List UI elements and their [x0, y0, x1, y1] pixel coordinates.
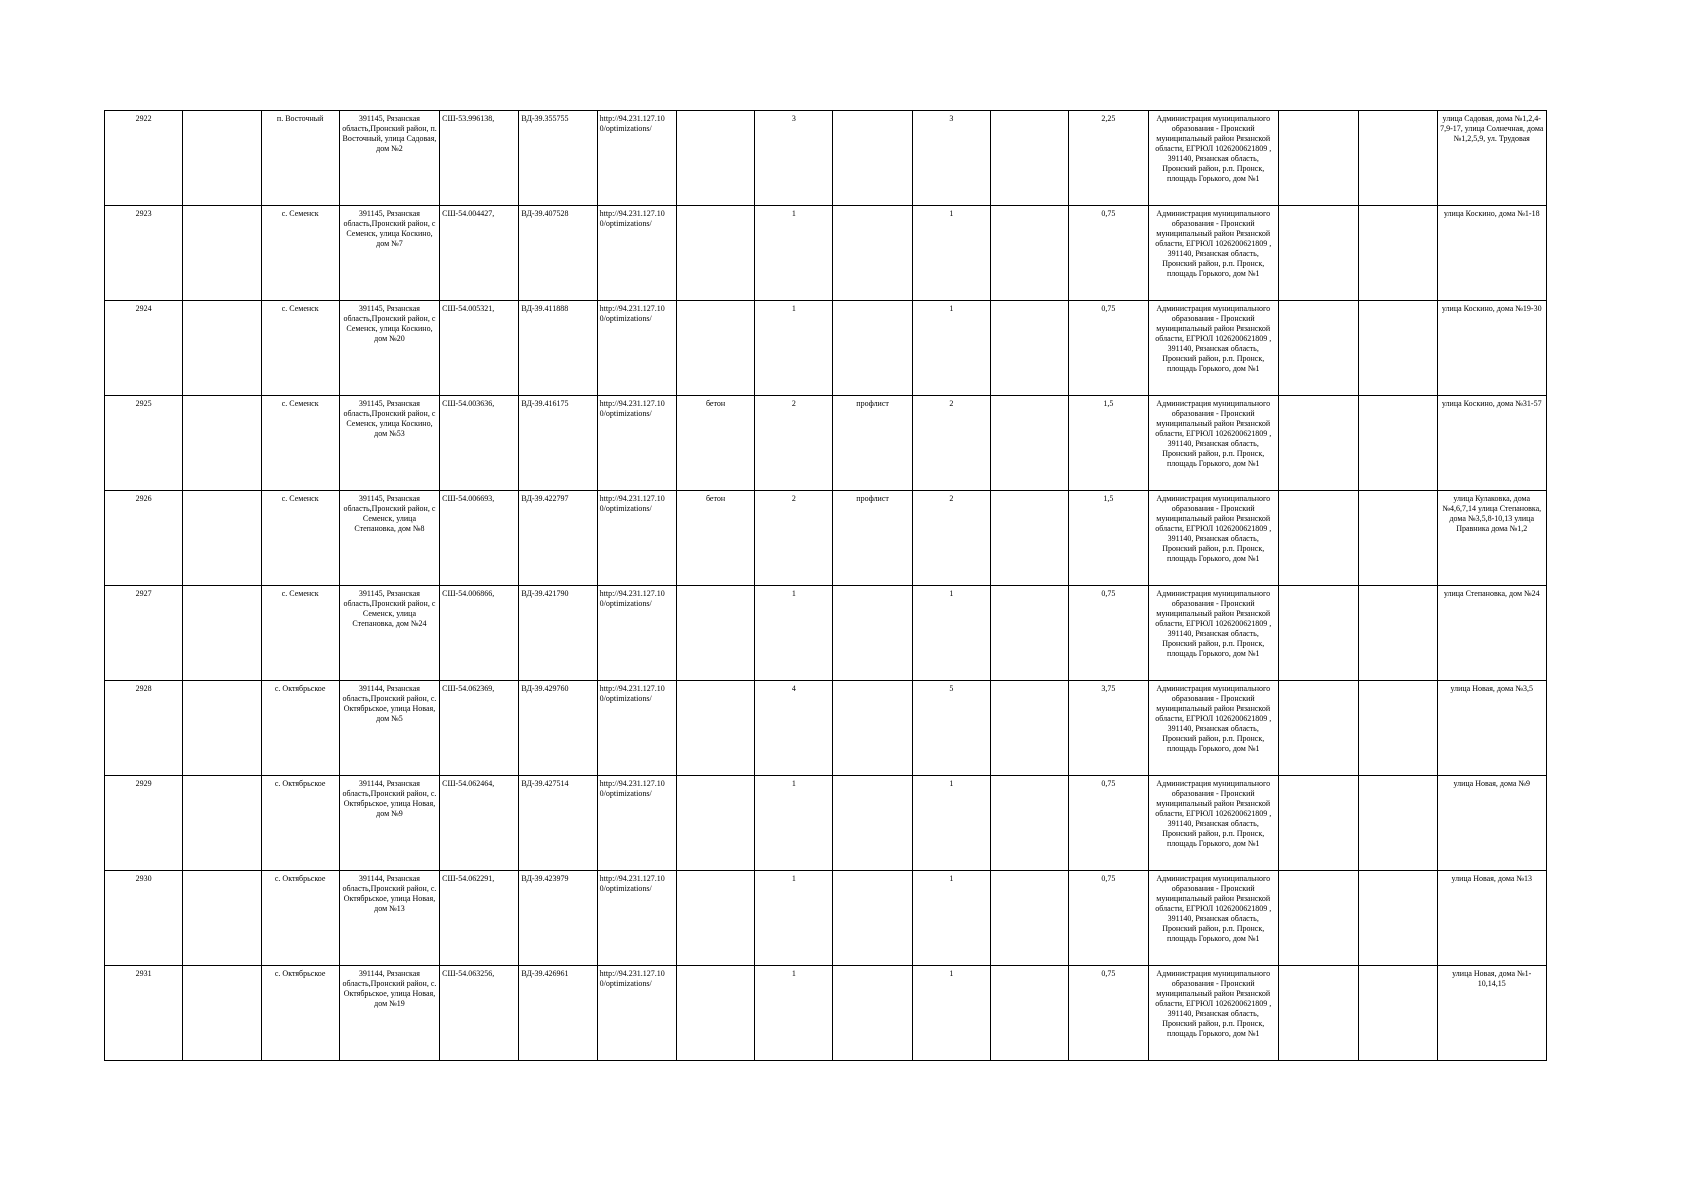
cell-empty: [991, 681, 1069, 776]
cell-url: http://94.231.127.10 0/optimizations/: [597, 776, 676, 871]
cell-containers-count: 1: [755, 871, 833, 966]
cell-volume: 0,75: [1069, 871, 1148, 966]
cell-empty: [991, 966, 1069, 1061]
cell-number: 2930: [105, 871, 183, 966]
cell-volume: 0,75: [1069, 206, 1148, 301]
cell-cover: [676, 111, 754, 206]
cell-empty: [991, 111, 1069, 206]
cell-locality: с. Семенск: [261, 206, 339, 301]
cell-longitude: ВД-39.422797: [519, 491, 597, 586]
cell-locality: с. Семенск: [261, 491, 339, 586]
cell-longitude: ВД-39.416175: [519, 396, 597, 491]
cell-empty: [1278, 871, 1358, 966]
cell-volume: 0,75: [1069, 301, 1148, 396]
cell-cover: бетон: [676, 491, 754, 586]
cell-number: 2923: [105, 206, 183, 301]
cell-sources: улица Коскино, дома №31-57: [1437, 396, 1547, 491]
cell-empty: [1278, 206, 1358, 301]
cell-address: 391145, Рязанская область,Пронский район, с Семенск, улица Степановка, дом №8: [339, 491, 439, 586]
cell-latitude: СШ-54.062464,: [440, 776, 519, 871]
cell-fence: [833, 111, 912, 206]
cell-address: 391144, Рязанская область,Пронский район, с. Октябрьское, улица Новая, дом №13: [339, 871, 439, 966]
cell-volume: 2,25: [1069, 111, 1148, 206]
cell-empty: [183, 966, 261, 1061]
cell-locality: с. Семенск: [261, 586, 339, 681]
cell-empty: [183, 681, 261, 776]
table-row: [105, 206, 1547, 301]
cell-volume: 1,5: [1069, 396, 1148, 491]
cell-empty: [1359, 681, 1437, 776]
cell-sources: улица Кулаковка, дома №4,6,7,14 улица Степановка, дома №3,5,8-10,13 улица Правника дома №1,2: [1437, 491, 1547, 586]
cell-fence: [833, 966, 912, 1061]
cell-sources: улица Новая, дома №1-10,14,15: [1437, 966, 1547, 1061]
cell-empty: [183, 301, 261, 396]
cell-latitude: СШ-54.003636,: [440, 396, 519, 491]
cell-empty: [991, 871, 1069, 966]
cell-locality: п. Восточный: [261, 111, 339, 206]
cell-containers-count-2: 1: [912, 776, 990, 871]
cell-containers-count-2: 1: [912, 206, 990, 301]
cell-cover: [676, 871, 754, 966]
cell-owner: Администрация муниципального образования - Пронский муниципальный район Рязанской области, ЕГРЮЛ 1026200621809 , 391140, Рязанская область, Пронский район, р.п. Пронск, площадь Горького, дом №1: [1148, 491, 1278, 586]
cell-sources: улица Коскино, дома №1-18: [1437, 206, 1547, 301]
table-row: [105, 586, 1547, 681]
cell-containers-count: 2: [755, 396, 833, 491]
cell-cover: [676, 586, 754, 681]
cell-volume: 0,75: [1069, 966, 1148, 1061]
table-row: [105, 396, 1547, 491]
cell-url: http://94.231.127.10 0/optimizations/: [597, 681, 676, 776]
cell-containers-count: 1: [755, 301, 833, 396]
cell-owner: Администрация муниципального образования - Пронский муниципальный район Рязанской области, ЕГРЮЛ 1026200621809 , 391140, Рязанская область, Пронский район, р.п. Пронск, площадь Горького, дом №1: [1148, 206, 1278, 301]
cell-locality: с. Октябрьское: [261, 966, 339, 1061]
cell-owner: Администрация муниципального образования - Пронский муниципальный район Рязанской области, ЕГРЮЛ 1026200621809 , 391140, Рязанская область, Пронский район, р.п. Пронск, площадь Горького, дом №1: [1148, 111, 1278, 206]
cell-number: 2924: [105, 301, 183, 396]
table-row: [105, 966, 1547, 1061]
cell-owner: Администрация муниципального образования - Пронский муниципальный район Рязанской области, ЕГРЮЛ 1026200621809 , 391140, Рязанская область, Пронский район, р.п. Пронск, площадь Горького, дом №1: [1148, 966, 1278, 1061]
cell-volume: 0,75: [1069, 586, 1148, 681]
cell-url: http://94.231.127.10 0/optimizations/: [597, 491, 676, 586]
cell-empty: [991, 776, 1069, 871]
registry-sheet: [104, 110, 1547, 1061]
table-row: [105, 871, 1547, 966]
cell-empty: [1278, 586, 1358, 681]
cell-empty: [183, 776, 261, 871]
cell-containers-count-2: 2: [912, 491, 990, 586]
cell-locality: с. Октябрьское: [261, 871, 339, 966]
cell-empty: [1278, 301, 1358, 396]
cell-number: 2929: [105, 776, 183, 871]
cell-longitude: ВД-39.429760: [519, 681, 597, 776]
cell-volume: 1,5: [1069, 491, 1148, 586]
cell-empty: [1278, 966, 1358, 1061]
cell-address: 391145, Рязанская область,Пронский район, с Семенск, улица Коскино, дом №20: [339, 301, 439, 396]
cell-locality: с. Октябрьское: [261, 776, 339, 871]
cell-empty: [1359, 111, 1437, 206]
cell-locality: с. Семенск: [261, 301, 339, 396]
cell-owner: Администрация муниципального образования - Пронский муниципальный район Рязанской области, ЕГРЮЛ 1026200621809 , 391140, Рязанская область, Пронский район, р.п. Пронск, площадь Горького, дом №1: [1148, 396, 1278, 491]
cell-containers-count-2: 1: [912, 871, 990, 966]
cell-empty: [183, 396, 261, 491]
cell-containers-count-2: 1: [912, 966, 990, 1061]
cell-empty: [183, 111, 261, 206]
cell-number: 2928: [105, 681, 183, 776]
cell-cover: [676, 681, 754, 776]
cell-empty: [183, 206, 261, 301]
cell-empty: [1359, 776, 1437, 871]
cell-url: http://94.231.127.10 0/optimizations/: [597, 206, 676, 301]
cell-cover: [676, 301, 754, 396]
cell-containers-count-2: 3: [912, 111, 990, 206]
cell-fence: [833, 681, 912, 776]
cell-url: http://94.231.127.10 0/optimizations/: [597, 396, 676, 491]
cell-fence: профлист: [833, 396, 912, 491]
cell-empty: [991, 491, 1069, 586]
registry-table: [104, 110, 1547, 1061]
cell-containers-count-2: 1: [912, 301, 990, 396]
cell-cover: [676, 966, 754, 1061]
cell-owner: Администрация муниципального образования - Пронский муниципальный район Рязанской области, ЕГРЮЛ 1026200621809 , 391140, Рязанская область, Пронский район, р.п. Пронск, площадь Горького, дом №1: [1148, 776, 1278, 871]
cell-latitude: СШ-54.062291,: [440, 871, 519, 966]
cell-empty: [183, 871, 261, 966]
cell-containers-count: 1: [755, 206, 833, 301]
table-row: [105, 776, 1547, 871]
cell-cover: бетон: [676, 396, 754, 491]
cell-number: 2925: [105, 396, 183, 491]
cell-cover: [676, 776, 754, 871]
cell-containers-count-2: 2: [912, 396, 990, 491]
cell-address: 391144, Рязанская область,Пронский район, с. Октябрьское, улица Новая, дом №5: [339, 681, 439, 776]
cell-address: 391145, Рязанская область,Пронский район, с Семенск, улица Коскино, дом №53: [339, 396, 439, 491]
cell-empty: [1359, 871, 1437, 966]
cell-sources: улица Новая, дома №13: [1437, 871, 1547, 966]
cell-number: 2922: [105, 111, 183, 206]
cell-latitude: СШ-53.996138,: [440, 111, 519, 206]
cell-empty: [991, 301, 1069, 396]
cell-volume: 3,75: [1069, 681, 1148, 776]
cell-empty: [1278, 681, 1358, 776]
cell-fence: [833, 586, 912, 681]
cell-longitude: ВД-39.427514: [519, 776, 597, 871]
cell-empty: [1359, 491, 1437, 586]
cell-owner: Администрация муниципального образования - Пронский муниципальный район Рязанской области, ЕГРЮЛ 1026200621809 , 391140, Рязанская область, Пронский район, р.п. Пронск, площадь Горького, дом №1: [1148, 681, 1278, 776]
cell-latitude: СШ-54.006866,: [440, 586, 519, 681]
cell-containers-count-2: 1: [912, 586, 990, 681]
cell-fence: [833, 206, 912, 301]
table-row: [105, 491, 1547, 586]
cell-sources: улица Новая, дома №3,5: [1437, 681, 1547, 776]
cell-fence: [833, 301, 912, 396]
cell-longitude: ВД-39.355755: [519, 111, 597, 206]
cell-empty: [1359, 966, 1437, 1061]
cell-url: http://94.231.127.10 0/optimizations/: [597, 871, 676, 966]
cell-empty: [1278, 396, 1358, 491]
cell-containers-count: 4: [755, 681, 833, 776]
cell-url: http://94.231.127.10 0/optimizations/: [597, 586, 676, 681]
cell-url: http://94.231.127.10 0/optimizations/: [597, 301, 676, 396]
cell-sources: улица Коскино, дома №19-30: [1437, 301, 1547, 396]
cell-owner: Администрация муниципального образования - Пронский муниципальный район Рязанской области, ЕГРЮЛ 1026200621809 , 391140, Рязанская область, Пронский район, р.п. Пронск, площадь Горького, дом №1: [1148, 301, 1278, 396]
cell-url: http://94.231.127.10 0/optimizations/: [597, 966, 676, 1061]
cell-containers-count: 1: [755, 966, 833, 1061]
cell-longitude: ВД-39.421790: [519, 586, 597, 681]
cell-fence: [833, 871, 912, 966]
cell-number: 2926: [105, 491, 183, 586]
cell-empty: [991, 396, 1069, 491]
cell-latitude: СШ-54.063256,: [440, 966, 519, 1061]
cell-empty: [1278, 776, 1358, 871]
cell-containers-count-2: 5: [912, 681, 990, 776]
cell-volume: 0,75: [1069, 776, 1148, 871]
table-row: [105, 681, 1547, 776]
cell-empty: [1359, 206, 1437, 301]
cell-url: http://94.231.127.10 0/optimizations/: [597, 111, 676, 206]
cell-address: 391145, Рязанская область,Пронский район, п. Восточный, улица Садовая, дом №2: [339, 111, 439, 206]
cell-empty: [183, 491, 261, 586]
cell-address: 391144, Рязанская область,Пронский район, с. Октябрьское, улица Новая, дом №19: [339, 966, 439, 1061]
cell-containers-count: 1: [755, 586, 833, 681]
cell-longitude: ВД-39.411888: [519, 301, 597, 396]
cell-address: 391144, Рязанская область,Пронский район, с. Октябрьское, улица Новая, дом №9: [339, 776, 439, 871]
cell-sources: улица Садовая, дома №1,2,4-7,9-17, улица Солнечная, дома №1,2,5,9, ул. Трудовая: [1437, 111, 1547, 206]
cell-latitude: СШ-54.062369,: [440, 681, 519, 776]
cell-owner: Администрация муниципального образования - Пронский муниципальный район Рязанской области, ЕГРЮЛ 1026200621809 , 391140, Рязанская область, Пронский район, р.п. Пронск, площадь Горького, дом №1: [1148, 871, 1278, 966]
cell-owner: Администрация муниципального образования - Пронский муниципальный район Рязанской области, ЕГРЮЛ 1026200621809 , 391140, Рязанская область, Пронский район, р.п. Пронск, площадь Горького, дом №1: [1148, 586, 1278, 681]
cell-locality: с. Октябрьское: [261, 681, 339, 776]
table-row: [105, 111, 1547, 206]
cell-address: 391145, Рязанская область,Пронский район, с Семенск, улица Степановка, дом №24: [339, 586, 439, 681]
cell-latitude: СШ-54.004427,: [440, 206, 519, 301]
registry-rows: [105, 111, 1547, 1061]
cell-latitude: СШ-54.006693,: [440, 491, 519, 586]
cell-empty: [183, 586, 261, 681]
cell-empty: [1359, 586, 1437, 681]
cell-fence: [833, 776, 912, 871]
cell-containers-count: 1: [755, 776, 833, 871]
cell-empty: [1278, 111, 1358, 206]
cell-empty: [1359, 396, 1437, 491]
cell-sources: улица Новая, дома №9: [1437, 776, 1547, 871]
cell-containers-count: 2: [755, 491, 833, 586]
cell-sources: улица Степановка, дом №24: [1437, 586, 1547, 681]
cell-containers-count: 3: [755, 111, 833, 206]
cell-number: 2931: [105, 966, 183, 1061]
cell-longitude: ВД-39.426961: [519, 966, 597, 1061]
cell-latitude: СШ-54.005321,: [440, 301, 519, 396]
cell-locality: с. Семенск: [261, 396, 339, 491]
cell-empty: [1359, 301, 1437, 396]
cell-empty: [991, 586, 1069, 681]
cell-longitude: ВД-39.423979: [519, 871, 597, 966]
cell-address: 391145, Рязанская область,Пронский район, с Семенск, улица Коскино, дом №7: [339, 206, 439, 301]
cell-longitude: ВД-39.407528: [519, 206, 597, 301]
cell-number: 2927: [105, 586, 183, 681]
table-row: [105, 301, 1547, 396]
cell-empty: [1278, 491, 1358, 586]
cell-empty: [991, 206, 1069, 301]
cell-cover: [676, 206, 754, 301]
cell-fence: профлист: [833, 491, 912, 586]
